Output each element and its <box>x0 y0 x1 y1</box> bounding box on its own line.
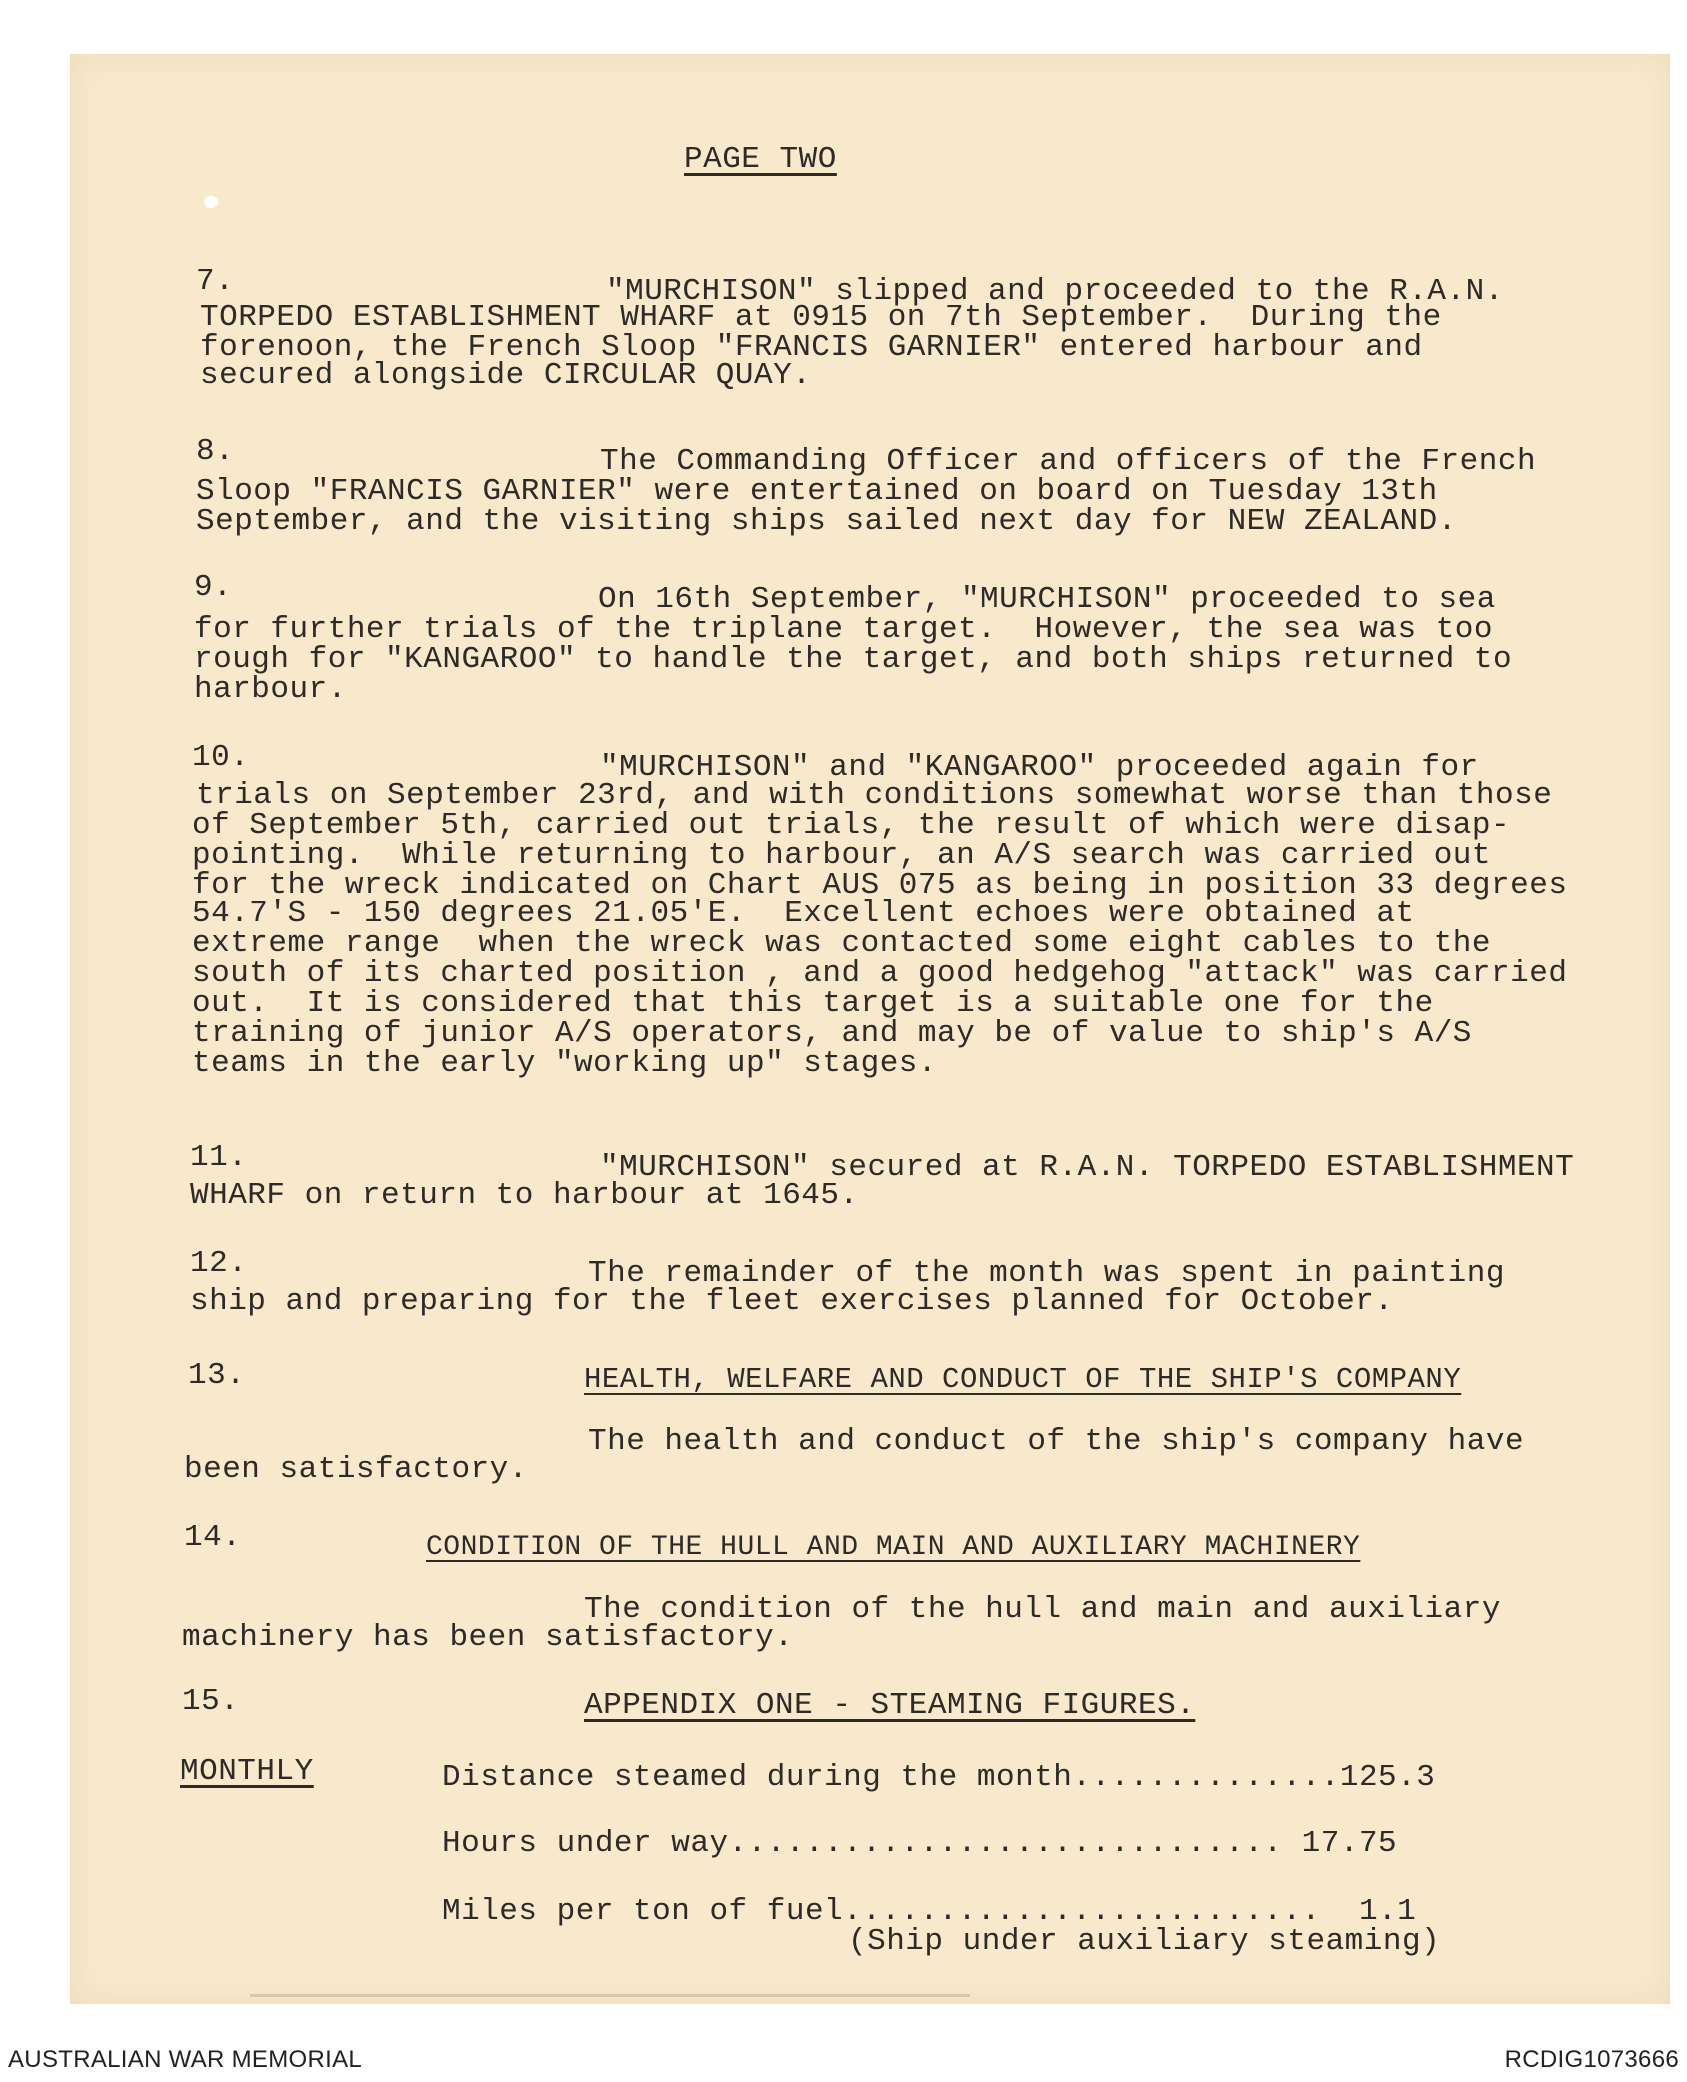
paragraph-9-line: On 16th September, "MURCHISON" proceeded to sea <box>598 582 1496 617</box>
paragraph-11-number: 11. <box>190 1140 248 1175</box>
section-heading-health: HEALTH, WELFARE AND CONDUCT OF THE SHIP'S COMPANY <box>584 1363 1462 1396</box>
section-heading-hull: CONDITION OF THE HULL AND MAIN AND AUXILIARY MACHINERY <box>426 1532 1361 1563</box>
paragraph-13-line: been satisfactory. <box>184 1452 528 1487</box>
page-title: PAGE TWO <box>684 142 837 177</box>
document-page <box>70 54 1670 2004</box>
paragraph-7-line: TORPEDO ESTABLISHMENT WHARF at 0915 on 7th September. During the <box>200 300 1442 335</box>
steaming-distance-row: Distance steamed during the month..............125.3 <box>442 1760 1436 1795</box>
paragraph-10-line: teams in the early "working up" stages. <box>192 1046 938 1081</box>
paragraph-8-number: 8. <box>196 434 235 469</box>
paragraph-12-number: 12. <box>190 1246 248 1281</box>
paragraph-12-line: ship and preparing for the fleet exercises planned for October. <box>190 1284 1394 1319</box>
paragraph-10-line: training of junior A/S operators, and may be of value to ship's A/S <box>192 1016 1472 1051</box>
paragraph-15-number: 15. <box>182 1684 240 1719</box>
paragraph-7-line: "MURCHISON" slipped and proceeded to the R.A.N. <box>606 274 1504 309</box>
paragraph-8-line: Sloop "FRANCIS GARNIER" were entertained on board on Tuesday 13th <box>196 474 1438 509</box>
paragraph-10-line: for the wreck indicated on Chart AUS 075 as being in position 33 degrees <box>192 868 1568 903</box>
paragraph-10-line: pointing. While returning to harbour, an A/S search was carried out <box>192 838 1492 873</box>
paragraph-10-line: south of its charted position , and a good hedgehog "attack" was carried <box>192 956 1568 991</box>
paragraph-9-number: 9. <box>194 570 233 605</box>
footer-archive-name: AUSTRALIAN WAR MEMORIAL <box>8 2046 363 2073</box>
paragraph-12-line: The remainder of the month was spent in painting <box>588 1256 1505 1291</box>
steaming-miles-row: Miles per ton of fuel......................... 1.1 <box>442 1894 1417 1929</box>
paragraph-7-line: secured alongside CIRCULAR QUAY. <box>200 358 812 393</box>
paragraph-11-line: WHARF on return to harbour at 1645. <box>190 1178 859 1213</box>
paragraph-10-number: 10. <box>192 740 250 775</box>
steaming-hours-row: Hours under way............................. 17.75 <box>442 1826 1398 1861</box>
paragraph-11-line: "MURCHISON" secured at R.A.N. TORPEDO ESTABLISHMENT <box>600 1150 1575 1185</box>
paragraph-7-number: 7. <box>196 264 235 299</box>
paragraph-9-line: harbour. <box>194 672 347 707</box>
paragraph-10-line: 54.7'S - 150 degrees 21.05'E. Excellent echoes were obtained at <box>192 896 1415 931</box>
paragraph-8-line: September, and the visiting ships sailed next day for NEW ZEALAND. <box>196 504 1457 539</box>
faint-typing-trace <box>250 1994 970 1997</box>
steaming-note: (Ship under auxiliary steaming) <box>848 1924 1441 1959</box>
paragraph-13-number: 13. <box>188 1358 246 1393</box>
paragraph-10-line: out. It is considered that this target is a suitable one for the <box>192 986 1434 1021</box>
paragraph-14-line: machinery has been satisfactory. <box>182 1620 794 1655</box>
section-heading-appendix: APPENDIX ONE - STEAMING FIGURES. <box>584 1688 1196 1723</box>
paragraph-10-line: trials on September 23rd, and with conditions somewhat worse than those <box>196 778 1553 813</box>
paragraph-13-line: The health and conduct of the ship's company have <box>588 1424 1525 1459</box>
footer-record-id: RCDIG1073666 <box>1504 2046 1679 2073</box>
punch-hole <box>204 196 218 208</box>
monthly-label: MONTHLY <box>180 1754 314 1789</box>
paragraph-9-line: rough for "KANGAROO" to handle the target, and both ships returned to <box>194 642 1513 677</box>
paragraph-14-line: The condition of the hull and main and auxiliary <box>584 1592 1501 1627</box>
paragraph-14-number: 14. <box>184 1520 242 1555</box>
paragraph-7-line: forenoon, the French Sloop "FRANCIS GARNIER" entered harbour and <box>200 330 1423 365</box>
paragraph-10-line: extreme range when the wreck was contacted some eight cables to the <box>192 926 1492 961</box>
paragraph-10-line: "MURCHISON" and "KANGAROO" proceeded again for <box>600 750 1479 785</box>
paragraph-8-line: The Commanding Officer and officers of the French <box>600 444 1537 479</box>
paragraph-9-line: for further trials of the triplane target. However, the sea was too <box>194 612 1494 647</box>
paragraph-10-line: of September 5th, carried out trials, the result of which were disap- <box>192 808 1511 843</box>
